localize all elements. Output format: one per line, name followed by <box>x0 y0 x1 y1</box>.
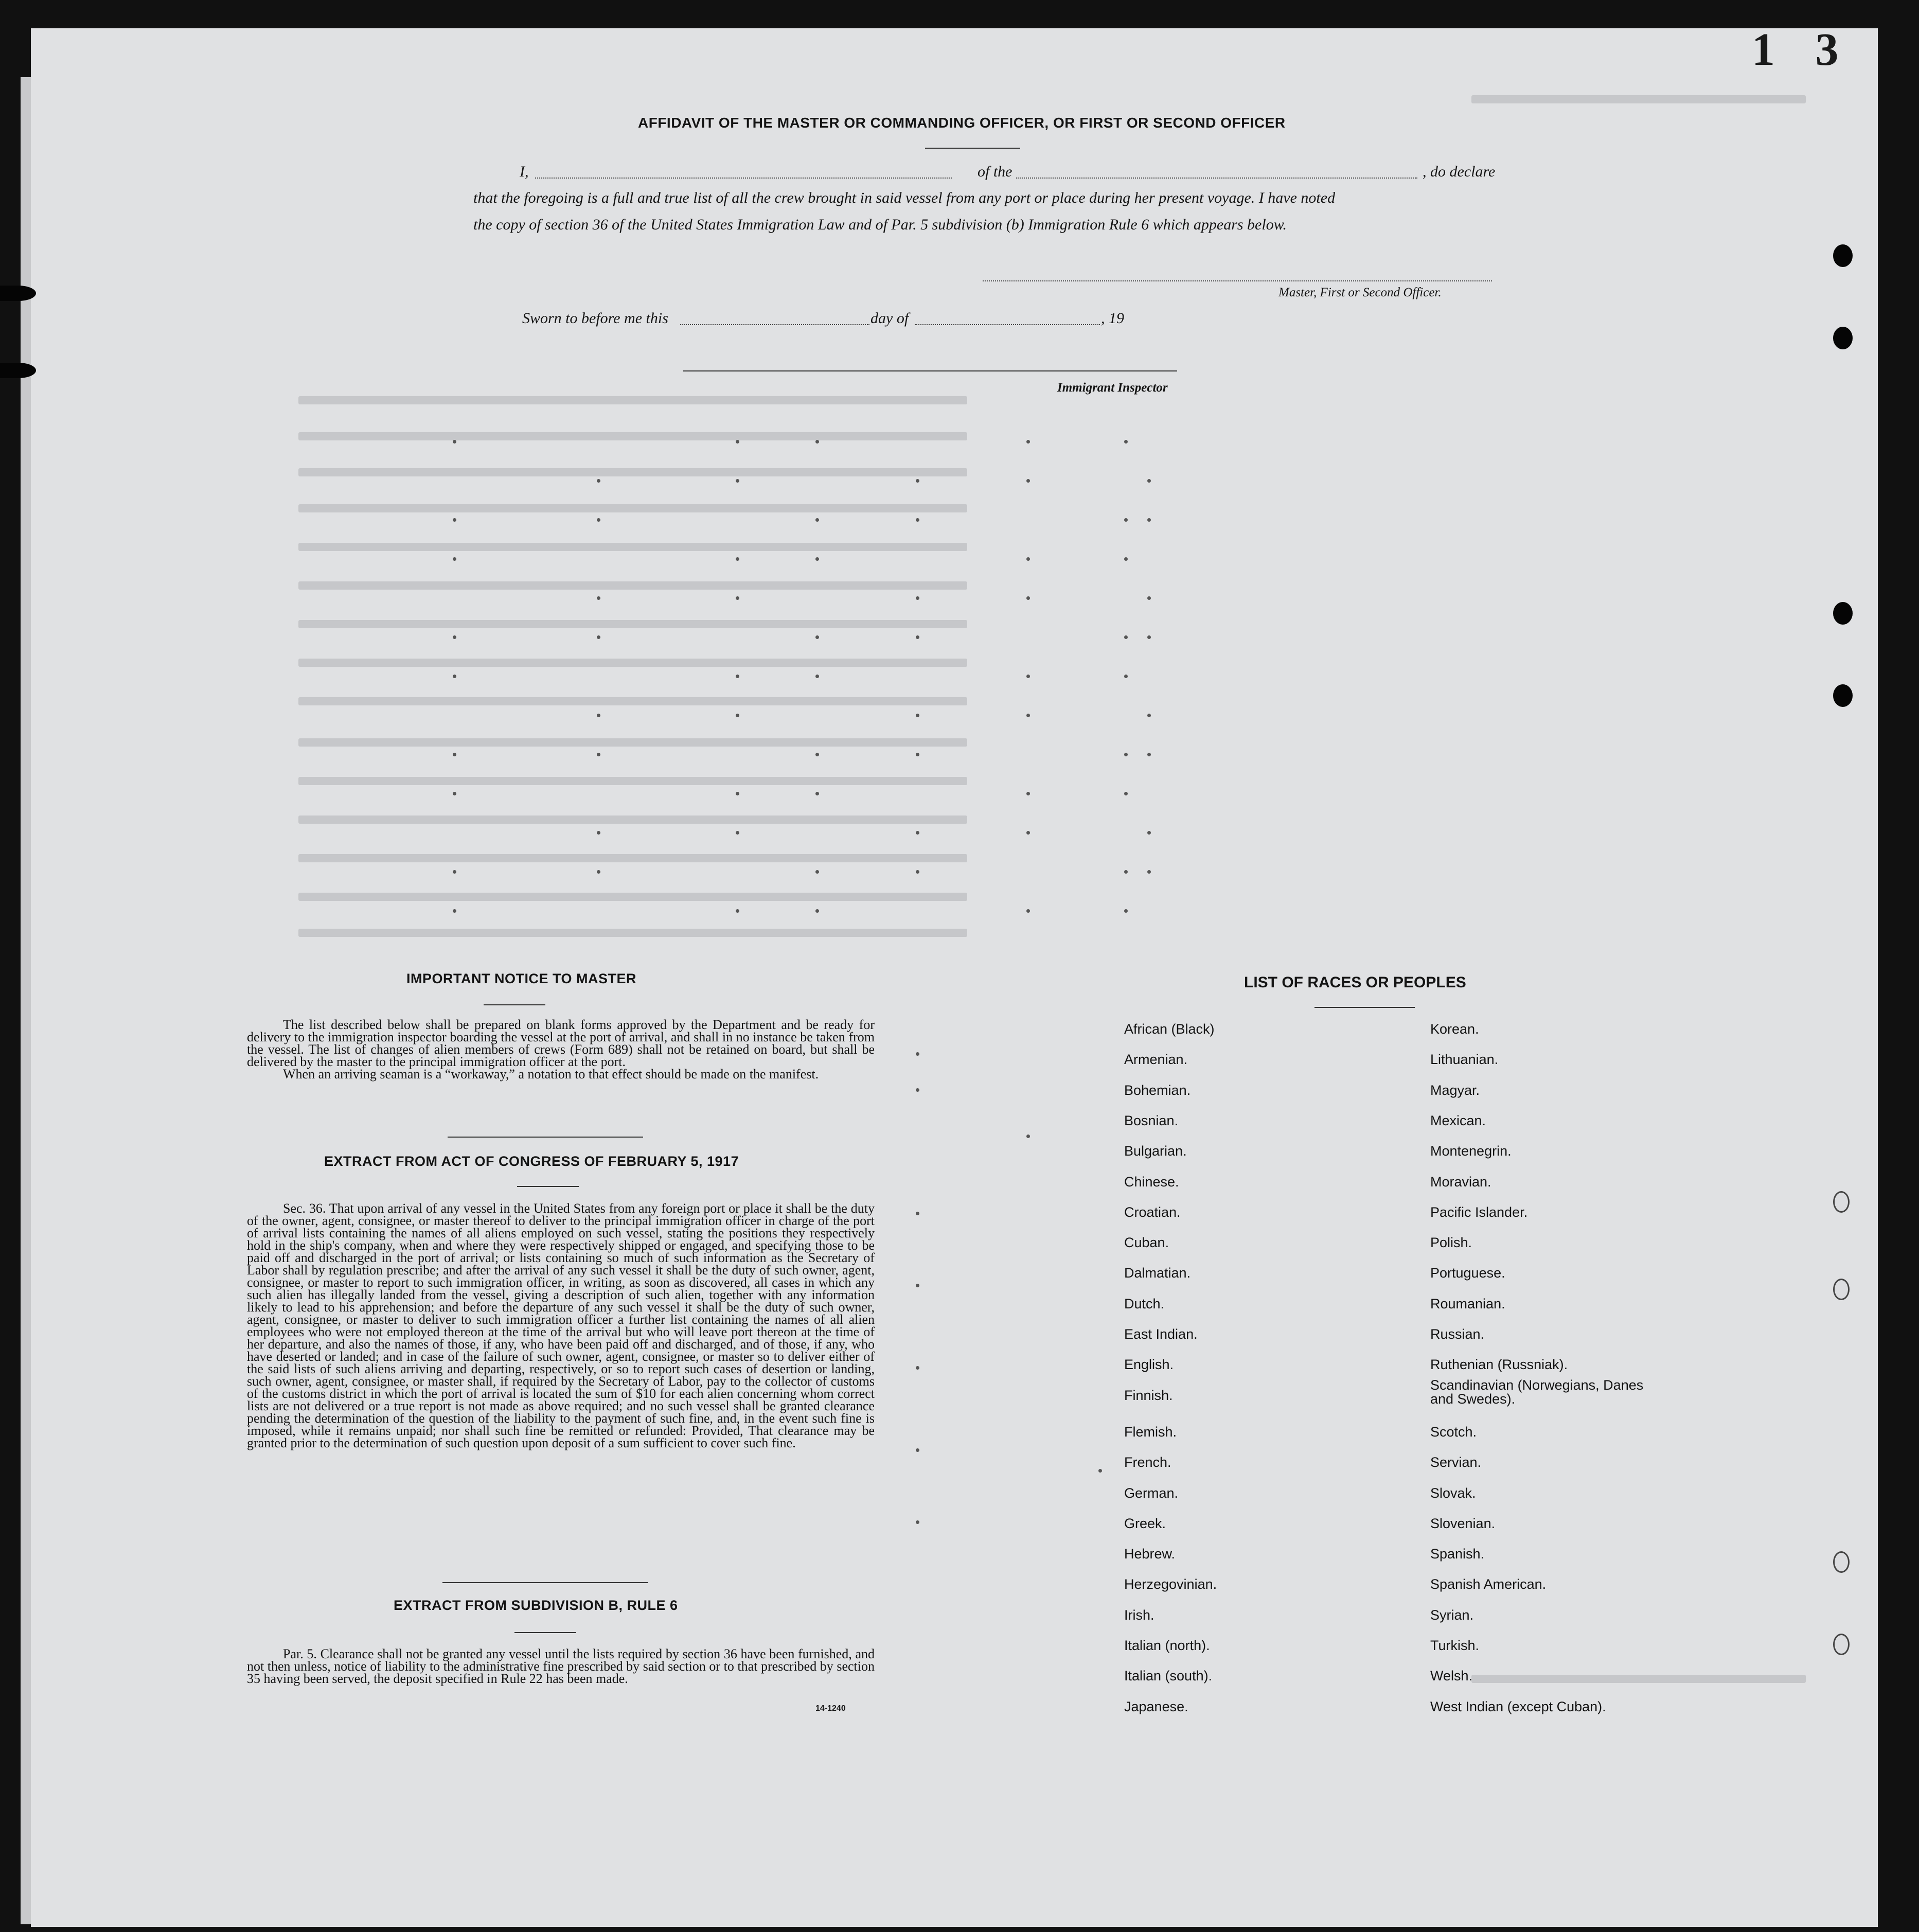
speck <box>597 870 600 874</box>
act-heading-rule <box>517 1186 579 1187</box>
speck <box>1147 714 1151 717</box>
speck <box>815 909 819 913</box>
speck <box>1026 831 1030 835</box>
bleed-through <box>298 396 967 404</box>
speck <box>1124 909 1128 913</box>
speck <box>736 675 739 678</box>
speck <box>1124 870 1128 874</box>
speck <box>597 596 600 600</box>
affidavit-line1-mid: of the <box>978 163 1012 180</box>
bleed-through <box>298 432 967 440</box>
speck <box>916 831 919 835</box>
speck <box>453 557 456 561</box>
section-divider <box>442 1582 648 1583</box>
speck <box>1026 479 1030 483</box>
speck <box>736 557 739 561</box>
edge-mark <box>0 363 36 378</box>
speck <box>1026 440 1030 444</box>
bleed-through <box>298 893 967 901</box>
race-item: Slovak. <box>1430 1485 1476 1501</box>
speck <box>597 635 600 639</box>
affidavit-line3: the copy of section 36 of the United States Immigration Law and of Par. 5 subdivision (b) Immigration Rule 6 which appears below. <box>473 216 1287 233</box>
race-item: Cuban. <box>1124 1235 1169 1251</box>
race-item: Pacific Islander. <box>1430 1204 1528 1220</box>
speck <box>916 753 919 756</box>
bleed-through <box>298 854 967 862</box>
speck <box>1124 675 1128 678</box>
master-signature-line[interactable] <box>983 280 1492 281</box>
race-item: Polish. <box>1430 1235 1472 1251</box>
race-item: Flemish. <box>1124 1424 1177 1440</box>
race-item: Montenegrin. <box>1430 1143 1512 1159</box>
race-item: Slovenian. <box>1430 1515 1496 1531</box>
race-item: East Indian. <box>1124 1326 1198 1342</box>
speck <box>736 792 739 795</box>
binder-hole <box>1833 602 1853 625</box>
speck <box>1147 479 1151 483</box>
speck <box>736 596 739 600</box>
race-item: Ruthenian (Russniak). <box>1430 1357 1568 1373</box>
speck <box>597 753 600 756</box>
race-item: Servian. <box>1430 1455 1482 1470</box>
speck <box>815 753 819 756</box>
race-item: Roumanian. <box>1430 1296 1505 1311</box>
race-item: Spanish. <box>1430 1546 1485 1562</box>
race-item: Scandinavian (Norwegians, Danes and Swedes). <box>1430 1377 1644 1407</box>
race-item: English. <box>1124 1357 1174 1373</box>
speck <box>597 479 600 483</box>
speck <box>1026 675 1030 678</box>
bleed-through <box>1471 1675 1806 1683</box>
race-item: Croatian. <box>1124 1204 1181 1220</box>
race-item: African (Black) <box>1124 1021 1215 1037</box>
race-item: Magyar. <box>1430 1082 1480 1098</box>
race-item: Irish. <box>1124 1607 1154 1623</box>
bleed-through <box>298 929 967 937</box>
speck <box>916 479 919 483</box>
race-item: Dalmatian. <box>1124 1265 1191 1281</box>
bleed-through <box>298 816 967 824</box>
race-item: Hebrew. <box>1124 1546 1176 1562</box>
speck <box>1026 714 1030 717</box>
race-item: Moravian. <box>1430 1174 1491 1190</box>
race-item: Chinese. <box>1124 1174 1179 1190</box>
binder-ring <box>1833 1279 1850 1300</box>
race-item: Welsh. <box>1430 1668 1473 1684</box>
speck <box>815 870 819 874</box>
speck <box>1124 518 1128 522</box>
notice-paragraph-1: The list described below shall be prepared on blank forms approved by the Department and be ready for delivery to the immigration inspector boarding the vessel at the port of arrival, and shall in no instance be taken from the vessel. The list of changes of alien members of crews (Form 689) shall not be retained on board, but shall be delivered by the master to the principal immigration officer at the port. <box>247 1017 875 1069</box>
form-number: 14-1240 <box>815 1704 846 1713</box>
binder-ring <box>1833 1634 1850 1655</box>
race-item: Bulgarian. <box>1124 1143 1187 1159</box>
binder-hole <box>1833 684 1853 707</box>
speck <box>916 1052 919 1056</box>
speck <box>1026 596 1030 600</box>
speck <box>1124 753 1128 756</box>
speck <box>736 909 739 913</box>
vessel-fill-line[interactable] <box>1016 178 1417 179</box>
speck <box>815 440 819 444</box>
speck <box>916 1212 919 1215</box>
bleed-through <box>298 504 967 512</box>
speck <box>815 675 819 678</box>
binder-ring <box>1833 1551 1850 1573</box>
bleed-through <box>298 777 967 785</box>
speck <box>1147 753 1151 756</box>
rule-extract-text: Par. 5. Clearance shall not be granted any vessel until the lists required by section 36 have been furnished, and not then unless, notice of liability to the administrative fine prescribed by said section or to that prescribed by section 35 having been served, the deposit specified in Rule 22 has been made. <box>247 1646 875 1686</box>
race-item: Turkish. <box>1430 1638 1480 1653</box>
corner-mark: 1 3 <box>1752 24 1853 75</box>
speck <box>1124 557 1128 561</box>
speck <box>736 479 739 483</box>
races-heading: LIST OF RACES OR PEOPLES <box>1244 974 1466 991</box>
inspector-signature-line[interactable] <box>683 370 1177 371</box>
name-fill-line[interactable] <box>535 178 952 179</box>
race-item: Lithuanian. <box>1430 1052 1499 1068</box>
bleed-through <box>298 581 967 590</box>
speck <box>1098 1469 1102 1473</box>
speck <box>916 1448 919 1452</box>
speck <box>736 831 739 835</box>
speck <box>916 596 919 600</box>
race-item: German. <box>1124 1485 1179 1501</box>
speck <box>916 714 919 717</box>
master-signature-label: Master, First or Second Officer. <box>1278 286 1442 299</box>
bleed-through <box>298 543 967 551</box>
speck <box>916 870 919 874</box>
speck <box>453 518 456 522</box>
act-extract-text: Sec. 36. That upon arrival of any vessel in the United States from any foreign port or place it shall be the duty of the owner, agent, consignee, or master thereof to deliver to the principal immigration officer in charge of the port of arrival lists containing the names of all aliens employed on such vessel, stating the positions they respectively hold in the ship's company, when and where they were respectively shipped or engaged, and specifying those to be paid off and discharged in the port of arrival; or lists containing so much of such information as the Secretary of Labor shall by regulation prescribe; and after the arrival of any such vessel it shall be the duty of such owner, agent, consignee, or master to report to such immigration officer, in writing, as soon as discovered, all cases in which any such alien has illegally landed from the vessel, giving a description of such alien, together with any information likely to lead to his apprehension; and before the departure of any such vessel it shall be the duty of such owner, agent, consignee, or master to deliver to such immigration officer a further list containing the names of all alien employees who were not employed thereon at the time of the arrival but who will leave port thereon at the time of her departure, and also the names of those, if any, who have been paid off and discharged, and of those, if any, who have deserted or landed; and in case of the failure of such owner, agent, consignee, or master so to deliver either of the said lists of such aliens arriving and departing, respectively, or so to report such cases of desertion or landing, such owner, agent, consignee, or master shall, if required by the Secretary of Labor, pay to the collector of customs of the customs district in which the port of arrival is located the sum of $10 for each alien concerning whom correct lists are not delivered or a true report is not made as above required; and no such vessel shall be granted clearance pending the determination of the question of the liability to the payment of such fine, and, in the event such fine is imposed, while it remains unpaid; nor shall such fine be remitted or refunded: Provided, That clearance may be granted prior to the determination of such question upon deposit of a sum sufficient to cover such fine. <box>247 1201 875 1450</box>
speck <box>815 518 819 522</box>
sworn-end: , 19 <box>1101 310 1124 327</box>
speck <box>1026 909 1030 913</box>
act-heading: EXTRACT FROM ACT OF CONGRESS OF FEBRUARY 5, 1917 <box>324 1154 739 1169</box>
speck <box>1124 635 1128 639</box>
notice-heading: IMPORTANT NOTICE TO MASTER <box>406 971 636 986</box>
speck <box>597 714 600 717</box>
speck <box>815 557 819 561</box>
race-item: West Indian (except Cuban). <box>1430 1698 1606 1714</box>
speck <box>453 675 456 678</box>
race-item: Korean. <box>1430 1021 1479 1037</box>
race-item: Italian (south). <box>1124 1668 1213 1684</box>
speck <box>453 909 456 913</box>
speck <box>1124 792 1128 795</box>
affidavit-line1-start: I, <box>520 163 529 180</box>
speck <box>1026 1135 1030 1138</box>
affidavit-line1-end: , do declare <box>1423 163 1496 180</box>
race-item: Scotch. <box>1430 1424 1477 1440</box>
race-item: Greek. <box>1124 1515 1166 1531</box>
race-item: Bosnian. <box>1124 1112 1179 1128</box>
race-item: Mexican. <box>1430 1112 1486 1128</box>
race-item: Finnish. <box>1124 1387 1173 1403</box>
race-item: Japanese. <box>1124 1698 1188 1714</box>
bleed-through <box>298 620 967 628</box>
speck <box>453 792 456 795</box>
speck <box>916 635 919 639</box>
speck <box>916 1520 919 1524</box>
inspector-label: Immigrant Inspector <box>1057 381 1168 395</box>
speck <box>453 870 456 874</box>
race-item: Herzegovinian. <box>1124 1576 1217 1592</box>
speck <box>1026 792 1030 795</box>
race-item: Spanish American. <box>1430 1576 1547 1592</box>
speck <box>815 635 819 639</box>
sworn-month-line[interactable] <box>915 324 1100 325</box>
notice-text <box>247 1019 875 1080</box>
race-item: Russian. <box>1430 1326 1485 1342</box>
race-item: Dutch. <box>1124 1296 1165 1311</box>
bleed-through <box>298 659 967 667</box>
race-item: Armenian. <box>1124 1052 1188 1068</box>
speck <box>597 831 600 835</box>
bleed-through <box>298 468 967 476</box>
section-divider <box>448 1137 643 1138</box>
affidavit-heading: AFFIDAVIT OF THE MASTER OR COMMANDING OFFICER, OR FIRST OR SECOND OFFICER <box>638 115 1286 131</box>
speck <box>736 440 739 444</box>
speck <box>736 714 739 717</box>
speck <box>1147 831 1151 835</box>
speck <box>1147 518 1151 522</box>
notice-paragraph-2: When an arriving seaman is a “workaway,” a notation to that effect should be made on the manifest. <box>283 1067 819 1082</box>
binder-ring <box>1833 1191 1850 1213</box>
heading-rule <box>925 148 1020 149</box>
form-page <box>31 24 1878 1927</box>
speck <box>916 518 919 522</box>
notice-heading-rule <box>484 1004 545 1005</box>
races-heading-rule <box>1314 1007 1415 1008</box>
act-text-block <box>247 1202 875 1449</box>
speck <box>815 792 819 795</box>
affidavit-line2: that the foregoing is a full and true list of all the crew brought in said vessel from any port or place during her present voyage. I have noted <box>473 189 1336 206</box>
speck <box>1026 557 1030 561</box>
speck <box>1147 635 1151 639</box>
sworn-day-line[interactable] <box>680 324 869 325</box>
speck <box>1124 440 1128 444</box>
speck <box>453 635 456 639</box>
speck <box>916 1088 919 1092</box>
speck <box>453 753 456 756</box>
sworn-start: Sworn to before me this <box>522 310 668 327</box>
race-item: Portuguese. <box>1430 1265 1505 1281</box>
bleed-through <box>298 697 967 705</box>
speck <box>1147 596 1151 600</box>
race-item: French. <box>1124 1455 1171 1470</box>
race-item: Bohemian. <box>1124 1082 1191 1098</box>
rule-heading-rule <box>514 1632 576 1633</box>
race-item: Syrian. <box>1430 1607 1474 1623</box>
speck <box>916 1284 919 1287</box>
speck <box>453 440 456 444</box>
sworn-mid: day of <box>870 310 909 327</box>
speck <box>1147 870 1151 874</box>
binder-hole <box>1833 244 1853 267</box>
speck <box>916 1366 919 1370</box>
bleed-through <box>1471 95 1806 103</box>
speck <box>597 518 600 522</box>
edge-mark <box>0 286 36 301</box>
rule-text-block <box>247 1648 875 1685</box>
bleed-through <box>298 738 967 747</box>
race-item: Italian (north). <box>1124 1638 1210 1653</box>
binder-hole <box>1833 327 1853 349</box>
rule-heading: EXTRACT FROM SUBDIVISION B, RULE 6 <box>394 1598 678 1613</box>
